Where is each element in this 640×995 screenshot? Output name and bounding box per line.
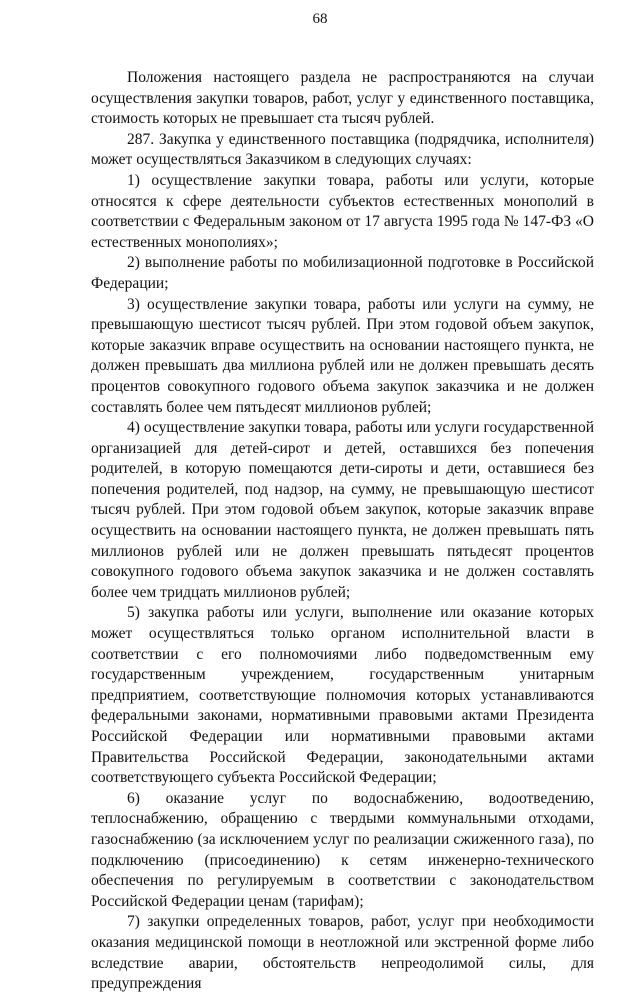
list-item-2: 2) выполнение работы по мобилизационной подготовке в Российской Федерации; — [91, 254, 594, 292]
list-item-5: 5) закупка работы или услуги, выполнение или оказание которых может осуществляться только органом исполнительной власти в соответствии с его полномочиями либо подведомственным ему государственным учреждением, государственным унитарным предприятием, соответствующие полномочия которых устанавливаются федеральными законами, нормативными правовыми актами Президента Российской Федерации или нормативными правовыми актами Правительства Российской Федерации, законодательными актами соответствующего субъекта Российской Федерации; — [91, 604, 594, 787]
list-item-1: 1) осуществление закупки товара, работы или услуги, которые относятся к сфере деятельности субъектов естественных монополий в соответствии с Федеральным законом от 17 августа 1995 года № 147-ФЗ «О естественных монополиях»; — [91, 171, 594, 251]
list-item-3: 3) осуществление закупки товара, работы или услуги на сумму, не превышающую шестисот тысяч рублей. При этом годовой объем закупок, которые заказчик вправе осуществить на основании настоящего пункта, не должен превышать два миллиона рублей или не должен превышать десять процентов совокупного годового объема закупок заказчика и не должен составлять более чем пятьдесят миллионов рублей; — [91, 295, 594, 416]
list-item-7: 7) закупки определенных товаров, работ, услуг при необходимости оказания медицинской помощи в неотложной или экстренной форме либо вследствие аварии, обстоятельств непреодолимой силы, для предупреждения — [91, 913, 594, 993]
paragraph-287: 287. Закупка у единственного поставщика (подрядчика, исполнителя) может осуществляться Заказчиком в следующих случаях: — [91, 130, 594, 169]
list-item-6: 6) оказание услуг по водоснабжению, водоотведению, теплоснабжению, обращению с твердыми коммунальными отходами, газоснабжению (за исключением услуг по реализации сжиженного газа), по подключению (присоединению) к сетям инженерно-технического обеспечения по регулируемым в соответствии с законодательством Российской Федерации ценам (тарифам); — [91, 789, 594, 910]
list-item-4: 4) осуществление закупки товара, работы или услуги государственной организацией для детей-сирот и детей, оставшихся без попечения родителей, в которую помещаются дети-сироты и дети, оставшиеся без попечения родителей, под надзор, на сумму, не превышающую шестисот тысяч рублей. При этом годовой объем закупок, которые заказчик вправе осуществить на основании настоящего пункта, не должен превышать пять миллионов рублей или не должен превышать пятьдесят процентов совокупного годового объема закупок заказчика и не должен составлять более чем тридцать миллионов рублей; — [91, 419, 594, 601]
page-number: 68 — [312, 11, 328, 27]
document-body — [91, 68, 594, 995]
paragraph-intro: Положения настоящего раздела не распространяются на случаи осуществления закупки товаров, работ, услуг у единственного поставщика, стоимость которых не превышает ста тысяч рублей. — [91, 69, 594, 128]
